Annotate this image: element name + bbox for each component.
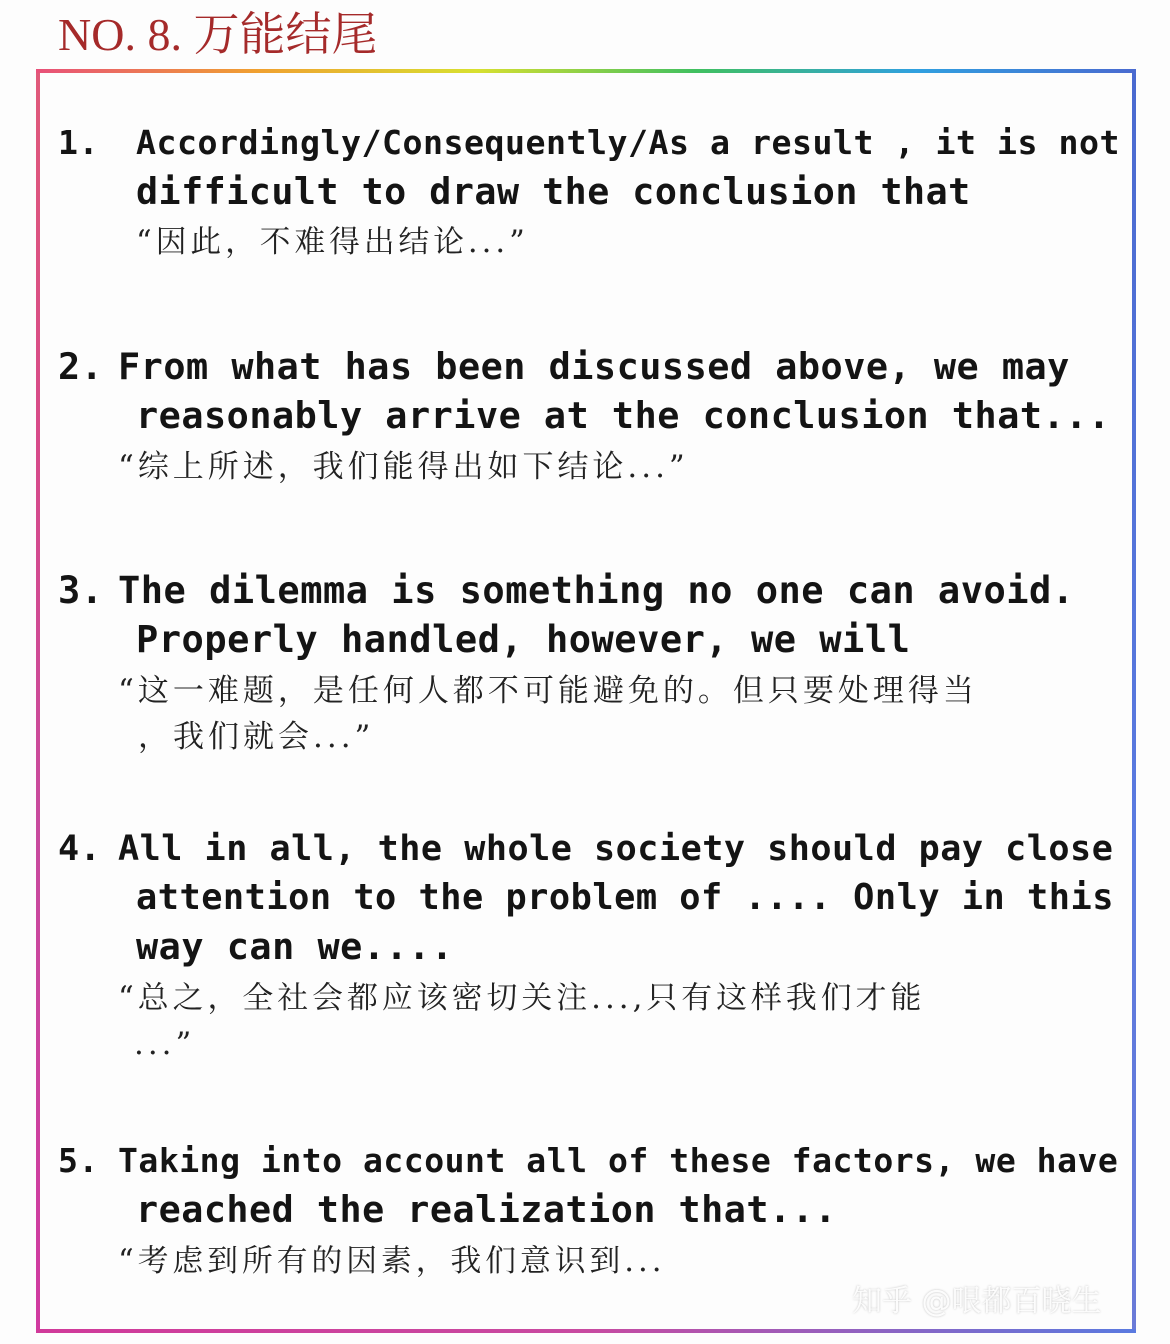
- list-item: [58, 1136, 1118, 1284]
- list-item: [58, 824, 1114, 1067]
- item-number: 5.: [58, 1141, 99, 1180]
- item-english-line: 5. Taking into account all of these factors, we have: [58, 1136, 1118, 1185]
- item-chinese-line: “这一难题，是任何人都不可能避免的。但只要处理得当: [118, 673, 978, 709]
- page-title: NO. 8. 万能结尾: [58, 9, 378, 60]
- item-chinese-line: ，我们就会...”: [138, 719, 375, 755]
- item-english-line: way can we....: [136, 925, 454, 968]
- item-english-line: 1. Accordingly/Consequently/As a result , it is not: [58, 118, 1120, 167]
- item-chinese-line: “因此，不难得出结论...”: [136, 225, 529, 260]
- item-english-line: 2. From what has been discussed above, we may: [58, 342, 1111, 391]
- item-number: 3.: [58, 569, 104, 612]
- watermark: 知乎 @哏都百晓生: [852, 1284, 1102, 1319]
- item-english-line: attention to the problem of .... Only in this: [136, 877, 1114, 918]
- item-english-line: reached the realization that...: [136, 1188, 837, 1231]
- item-chinese-line: ...”: [134, 1026, 196, 1062]
- item-english-line: 3. The dilemma is something no one can avoid.: [58, 566, 1075, 615]
- frame-top-border: [36, 69, 1136, 73]
- item-number: 2.: [58, 345, 104, 388]
- item-english-line: Properly handled, however, we will: [136, 618, 911, 661]
- item-number: 4.: [58, 828, 102, 869]
- item-english-line: 4. All in all, the whole society should pay close: [58, 824, 1114, 873]
- frame-right-border: [1132, 69, 1136, 1333]
- list-item: [58, 342, 1111, 490]
- item-number: 1.: [58, 123, 99, 162]
- list-item: [58, 118, 1120, 266]
- item-chinese-line: “考虑到所有的因素，我们意识到...: [118, 1243, 666, 1279]
- item-chinese-line: “总之，全社会都应该密切关注...,只有这样我们才能: [118, 980, 926, 1016]
- item-english-line: difficult to draw the conclusion that: [136, 170, 971, 213]
- item-chinese-line: “综上所述，我们能得出如下结论...”: [118, 449, 689, 485]
- frame-bottom-border: [36, 1329, 1136, 1333]
- item-english-line: reasonably arrive at the conclusion that...: [136, 394, 1111, 437]
- list-item: [58, 566, 1075, 760]
